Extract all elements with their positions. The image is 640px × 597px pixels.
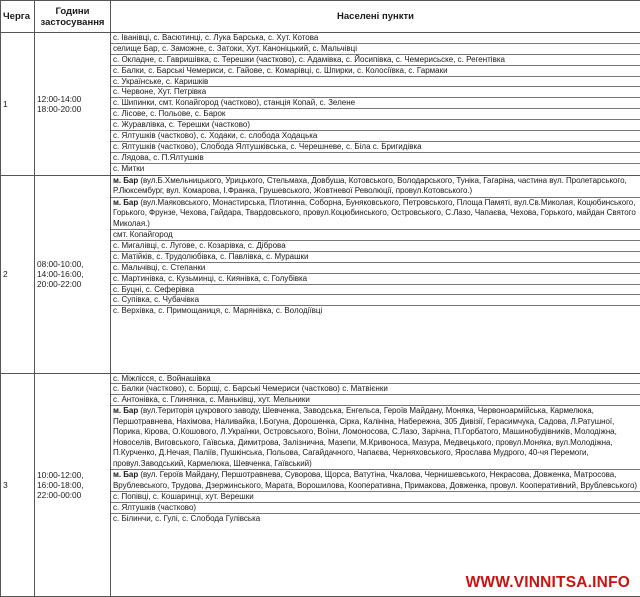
hours-cell xyxy=(35,33,111,176)
place-line xyxy=(111,306,640,317)
place-text: с. Білинчи, с. Гулі, с. Слобода Гулівська xyxy=(113,514,260,523)
hours-range: 16:00-18:00, xyxy=(37,480,110,490)
place-line xyxy=(111,77,640,88)
queue-row xyxy=(1,175,640,373)
place-line xyxy=(111,252,640,263)
place-line xyxy=(111,176,640,198)
place-text: с. Ялтушків (частково), с. Ходаки, с. слобода Ходацька xyxy=(113,131,317,140)
place-line xyxy=(111,142,640,153)
place-text: с. Мартинівка, с. Кузьминці, с. Киянівка, с. Голубівка xyxy=(113,274,307,283)
place-line xyxy=(111,274,640,285)
place-line xyxy=(111,384,640,395)
place-text: (вул.Територія цукрового заводу, Шевченка, Заводська, Енгельса, Героїв Майдану, Моняка, Червоноармійська, Кармелюка, Першотравнева, Нахімова, Наливайка, І.Богуна, Дорошенка, Сірка, Калініна, Набережна, 305 Дивізії, Герасимчука, Садова, Л.Ратушної, Порика, Кірова, О.Кошового, Л.Українки, Островського, Воїни, Ломоносова, С.Лазо, Зарічна, П.Горбатого, Машинобудівників, Молодіжна, Новоселів, Виговського, Гаївська, Димитрова, Залізнична, Мазепи, М.Кривоноса, Мазура, Медвецького, провул.Моняка, вул.Молодіжна, П.Курченко, Д.Нечая, Паліїв, Пушкінська, Польова, Сагайдачного, Чапаєва, Черняховського, Ярослава Мудрого, 40-чя Перемоги, провул.Заводський, Кармелюка, Шевченка, Гаївський) xyxy=(113,406,617,468)
place-line xyxy=(111,131,640,142)
header-places: Населені пункти xyxy=(111,1,640,33)
place-text: с. Балки (частково), с. Борщі, с. Барські Чемериси (частково) с. Матвієнки xyxy=(113,384,388,393)
place-text: с. Супівка, с. Чубачівка xyxy=(113,295,199,304)
hours-cell xyxy=(35,373,111,596)
place-line xyxy=(111,514,640,525)
hours-range: 10:00-12:00, xyxy=(37,470,110,480)
place-line xyxy=(111,263,640,274)
place-text: с. Матійків, с. Трудолюбівка, с. Павлівка, с. Мурашки xyxy=(113,252,309,261)
place-text: с. Міжлісся, с. Войнашівка xyxy=(113,374,211,383)
city-name: м. Бар xyxy=(113,406,138,415)
place-text: с. Лісове, с. Польове, с. Барок xyxy=(113,109,225,118)
city-name: м. Бар xyxy=(113,470,138,479)
place-text: с. Ялтушків (частково) xyxy=(113,503,196,512)
hours-range: 08:00-10:00, xyxy=(37,259,110,269)
hours-cell xyxy=(35,175,111,373)
place-line xyxy=(111,120,640,131)
queue-number: 2 xyxy=(1,175,35,373)
place-text: с. Лядова, с. П.Ялтушків xyxy=(113,153,204,162)
place-line xyxy=(111,406,640,470)
place-text: (вул.Б.Хмельницького, Урицького, Стельмаха, Довбуша, Котовського, Володарського, Туніка, Гагаріна, частина вул. Пролетарського, Р.Люксембург, вул. Комарова, І.Франка, Грушевського, Жовтневої Революції, провул.Котовського.) xyxy=(113,176,627,196)
header-queue: Черга xyxy=(1,1,35,33)
place-line xyxy=(111,230,640,241)
queue-row xyxy=(1,33,640,176)
place-line xyxy=(111,285,640,296)
place-line xyxy=(111,164,640,175)
header-row xyxy=(1,1,640,33)
city-name: м. Бар xyxy=(113,198,138,207)
place-line xyxy=(111,395,640,406)
queue-number: 3 xyxy=(1,373,35,596)
hours-range: 12:00-14:00 xyxy=(37,94,110,104)
header-hours: Години застосування xyxy=(35,1,111,33)
hours-range: 14:00-16:00, xyxy=(37,269,110,279)
places-cell xyxy=(111,373,640,596)
place-line xyxy=(111,198,640,231)
hours-range: 22:00-00:00 xyxy=(37,490,110,500)
places-cell xyxy=(111,175,640,373)
hours-range: 20:00-22:00 xyxy=(37,279,110,289)
place-line xyxy=(111,374,640,385)
place-text: с. Верхівка, с. Примощаниця, с. Марянівка, с. Володіївці xyxy=(113,306,322,315)
place-text: с. Буцні, с. Сеферівка xyxy=(113,285,194,294)
place-line xyxy=(111,503,640,514)
place-text: с. Балки, с. Барські Чемериси, с. Гайове, с. Комарівці, с. Шпирки, с. Колосіївка, с. Гармаки xyxy=(113,66,448,75)
place-line xyxy=(111,66,640,77)
city-name: м. Бар xyxy=(113,176,138,185)
place-text: с. Червоне, Хут. Петрівка xyxy=(113,87,206,96)
place-line xyxy=(111,44,640,55)
place-text: смт. Копайгород xyxy=(113,230,173,239)
place-text: с. Митки xyxy=(113,164,144,173)
place-line xyxy=(111,470,640,492)
place-text: с. Українське, с. Каришків xyxy=(113,77,208,86)
place-text: с. Ялтушків (частково), Слобода Ялтушківська, с. Черешневе, с. Біла с. Бригидівка xyxy=(113,142,422,151)
place-line xyxy=(111,109,640,120)
hours-range: 18:00-20:00 xyxy=(37,104,110,114)
watermark: WWW.VINNITSA.INFO xyxy=(466,574,630,592)
place-line xyxy=(111,295,640,306)
place-line xyxy=(111,153,640,164)
place-text: (вул. Героїв Майдану, Першотравнева, Суворова, Щорса, Ватутіна, Чкалова, Чернишевського, Некрасова, Довженка, Матросова, Врублевського, Трудова, Дзержинського, Марата, Ворошилова, Кооперативна, Примакова, Довженка, провул. Кооперативний, Врублевського) xyxy=(113,470,637,490)
queue-number: 1 xyxy=(1,33,35,176)
place-line xyxy=(111,241,640,252)
place-text: с. Попівці, с. Кошаринці, хут. Верешки xyxy=(113,492,254,501)
place-text: с. Окладне, с. Гавришівка, с. Терешки (частково), с. Адамівка, с. Йосипівка, с. Чемерисьске, с. Регентівка xyxy=(113,55,505,64)
place-line xyxy=(111,492,640,503)
place-text: с. Іванівці, с. Васютинці, с. Лука Барська, с. Хут. Котова xyxy=(113,33,318,42)
place-text: с. Мигалівці, с. Лугове, с. Козарівка, с. Діброва xyxy=(113,241,286,250)
place-text: селище Бар, с. Заможне, с. Затоки, Хут. Каноніцький, с. Мальчівці xyxy=(113,44,357,53)
place-text: с. Мальчівці, с. Степанки xyxy=(113,263,205,272)
queue-row xyxy=(1,373,640,596)
place-line xyxy=(111,87,640,98)
places-cell xyxy=(111,33,640,176)
place-text: с. Журавлівка, с. Терешки (частково) xyxy=(113,120,250,129)
place-text: (вул.Маяковського, Монастирська, Плотинна, Соборна, Буняковського, Петровського, Площа Памяті, вул.Св.Миколая, Коцюбинського, Горького, Фрунзе, Чехова, Гайдара, Твардовського, провул.Коцюбинського, Островського, С.Лазо, Чапаєва, Чехова, Горького, майдан Святого Миколая.) xyxy=(113,198,636,228)
place-line xyxy=(111,98,640,109)
place-line xyxy=(111,33,640,44)
place-line xyxy=(111,55,640,66)
place-text: с. Шипинки, смт. Копайгород (частково), станція Копай, с. Зелене xyxy=(113,98,355,107)
place-text: с. Антонівка, с. Глинянка, с. Маньківці, хут. Мельники xyxy=(113,395,310,404)
